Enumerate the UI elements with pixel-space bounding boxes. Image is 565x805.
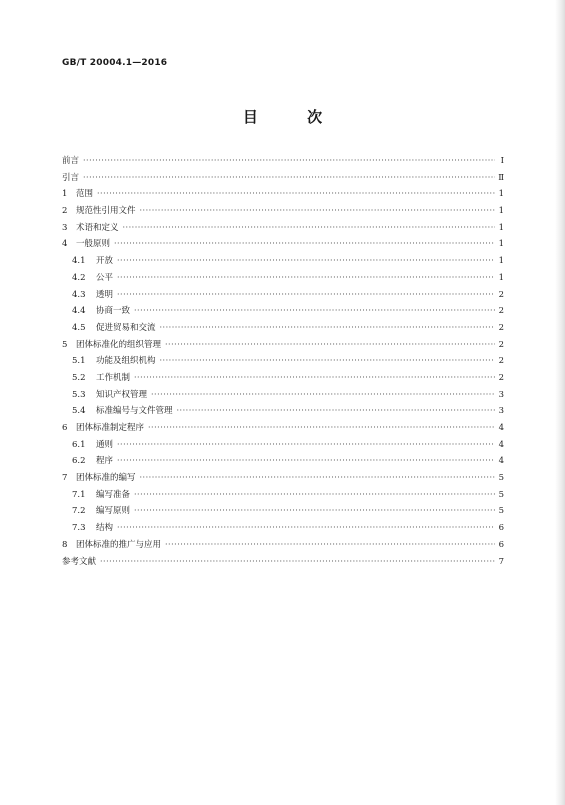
toc-entry-page-number: 1	[498, 256, 504, 267]
toc-entry[interactable]	[62, 170, 504, 187]
toc-entry[interactable]	[62, 203, 504, 220]
toc-dot-leader	[117, 287, 495, 304]
toc-entry[interactable]	[62, 554, 504, 571]
toc-entry-label: 团体标准的推广与应用	[76, 539, 162, 550]
toc-entry-label: 工作机制	[96, 372, 131, 383]
toc-dot-leader	[165, 537, 495, 554]
toc-dot-leader	[117, 253, 495, 270]
toc-entry-label: 团体标准制定程序	[76, 423, 145, 433]
toc-entry-number: 3	[62, 222, 68, 233]
toc-entry-page-number: 1	[498, 206, 504, 217]
toc-entry-page-number: 5	[498, 473, 504, 484]
toc-entry-label: 程序	[96, 456, 114, 467]
toc-entry[interactable]	[62, 186, 504, 203]
toc-entry-number: 7	[62, 473, 68, 484]
toc-entry-number: 4.4	[72, 306, 86, 317]
toc-entry-number: 5.2	[72, 372, 86, 383]
toc-entry-page-number: 1	[498, 272, 504, 283]
toc-entry-number: 2	[62, 206, 68, 217]
toc-entry[interactable]	[62, 303, 504, 320]
toc-entry-label: 知识产权管理	[96, 389, 148, 400]
toc-entry[interactable]	[62, 236, 504, 253]
toc-entry[interactable]	[62, 370, 504, 387]
toc-entry-page-number: 2	[498, 356, 504, 367]
toc-entry-label: 开放	[96, 256, 114, 267]
toc-entry-label: 促进贸易和交流	[96, 322, 156, 333]
toc-dot-leader	[114, 236, 495, 253]
toc-dot-leader	[177, 403, 495, 420]
toc-dot-leader	[117, 453, 495, 470]
toc-entry[interactable]	[62, 437, 504, 454]
toc-entry[interactable]	[62, 520, 504, 537]
toc-entry-label: 通则	[96, 439, 114, 450]
toc-entry-label: 透明	[96, 289, 114, 300]
toc-entry[interactable]	[62, 153, 504, 170]
toc-entry-label: 编写原则	[96, 506, 131, 517]
toc-entry[interactable]	[62, 503, 504, 520]
toc-entry-page-number: 2	[498, 339, 504, 350]
toc-entry-label: 一般原则	[76, 239, 111, 250]
toc-entry-label: 团体标准的编写	[76, 473, 136, 484]
toc-dot-leader	[148, 420, 495, 437]
toc-entry-label: 前言	[62, 156, 80, 166]
toc-entry-label: 范围	[76, 189, 94, 200]
toc-dot-leader	[160, 353, 495, 370]
toc-entry-page-number: 4	[498, 439, 504, 450]
toc-dot-leader	[100, 554, 495, 571]
toc-entry-number: 1	[62, 189, 68, 200]
toc-dot-leader	[117, 270, 495, 287]
toc-entry[interactable]	[62, 470, 504, 487]
toc-dot-leader	[160, 320, 495, 337]
toc-entry-page-number: 6	[498, 539, 504, 550]
toc-entry-page-number: 2	[498, 322, 504, 333]
toc-title: 目 次	[242, 108, 345, 126]
toc-entry-page-number: 3	[498, 389, 504, 400]
toc-entry[interactable]	[62, 320, 504, 337]
toc-entry-page-number: 2	[498, 289, 504, 300]
toc-entry-number: 7.1	[72, 489, 86, 500]
toc-entry[interactable]	[62, 287, 504, 304]
toc-entry-page-number: 7	[498, 556, 504, 567]
toc-entry-label: 功能及组织机构	[96, 356, 156, 367]
toc-entry-label: 规范性引用文件	[76, 206, 136, 217]
toc-dot-leader	[134, 503, 495, 520]
toc-dot-leader	[97, 186, 495, 203]
toc-entry-number: 6.1	[72, 439, 86, 450]
toc-entry-page-number: 3	[498, 406, 504, 417]
toc-entry-number: 8	[62, 539, 68, 550]
toc-entry[interactable]	[62, 387, 504, 404]
toc-dot-leader	[123, 220, 495, 237]
toc-dot-leader	[117, 520, 495, 537]
toc-entry-page-number: 6	[498, 523, 504, 534]
toc-entry-label: 团体标准化的组织管理	[76, 339, 162, 350]
toc-entry-label: 编写准备	[96, 489, 131, 500]
toc-entry[interactable]	[62, 420, 504, 437]
toc-entry-label: 协商一致	[96, 306, 131, 317]
toc-entry-number: 5.3	[72, 389, 86, 400]
toc-dot-leader	[134, 303, 495, 320]
toc-entry-page-number: Ⅱ	[498, 172, 504, 183]
toc-entry-number: 4.5	[72, 322, 86, 333]
toc-entry-page-number: 4	[498, 423, 504, 433]
toc-entry-label: 引言	[62, 172, 80, 183]
toc-dot-leader	[140, 470, 495, 487]
toc-dot-leader	[151, 387, 495, 404]
toc-entry-number: 4.3	[72, 289, 86, 300]
toc-entry-number: 7.3	[72, 523, 86, 534]
toc-entry-page-number: 4	[498, 456, 504, 467]
toc-entry[interactable]	[62, 537, 504, 554]
toc-dot-leader	[83, 170, 495, 187]
toc-entry-label: 公平	[96, 272, 114, 283]
toc-entry-page-number: Ⅰ	[500, 156, 504, 166]
toc-entry-label: 标准编号与文件管理	[96, 406, 173, 417]
toc-entry-label: 术语和定义	[76, 222, 119, 233]
toc-entry-label: 参考文献	[62, 556, 97, 567]
toc-entry-number: 6.2	[72, 456, 86, 467]
toc-dot-leader	[140, 203, 495, 220]
toc-entry-number: 4.1	[72, 256, 86, 267]
toc-entry[interactable]	[62, 403, 504, 420]
toc-entry-number: 5.1	[72, 356, 86, 367]
toc-dot-leader	[134, 487, 495, 504]
toc-entry-page-number: 5	[498, 489, 504, 500]
toc-dot-leader	[165, 337, 495, 354]
toc-entry[interactable]	[62, 353, 504, 370]
toc-entry-number: 6	[62, 423, 68, 433]
toc-entry-number: 5	[62, 339, 68, 350]
toc-dot-leader	[83, 153, 495, 170]
toc-entry-page-number: 5	[498, 506, 504, 517]
toc-entry[interactable]	[62, 337, 504, 354]
toc-entry-page-number: 1	[498, 239, 504, 250]
document-code: GB/T 20004.1—2016	[62, 58, 168, 68]
toc-entry[interactable]	[62, 253, 504, 270]
toc-entry-number: 5.4	[72, 406, 86, 417]
toc-entry-label: 结构	[96, 523, 114, 534]
toc-entry[interactable]	[62, 487, 504, 504]
toc-entry-number: 7.2	[72, 506, 86, 517]
toc-entry-page-number: 1	[498, 222, 504, 233]
toc-entry[interactable]	[62, 453, 504, 470]
toc-dot-leader	[134, 370, 495, 387]
toc-entry-number: 4.2	[72, 272, 86, 283]
table-of-contents	[62, 153, 504, 570]
toc-entry-page-number: 2	[498, 306, 504, 317]
toc-entry[interactable]	[62, 270, 504, 287]
toc-entry-number: 4	[62, 239, 68, 250]
toc-dot-leader	[117, 437, 495, 454]
toc-entry-page-number: 2	[498, 372, 504, 383]
toc-entry-page-number: 1	[498, 189, 504, 200]
toc-entry[interactable]	[62, 220, 504, 237]
